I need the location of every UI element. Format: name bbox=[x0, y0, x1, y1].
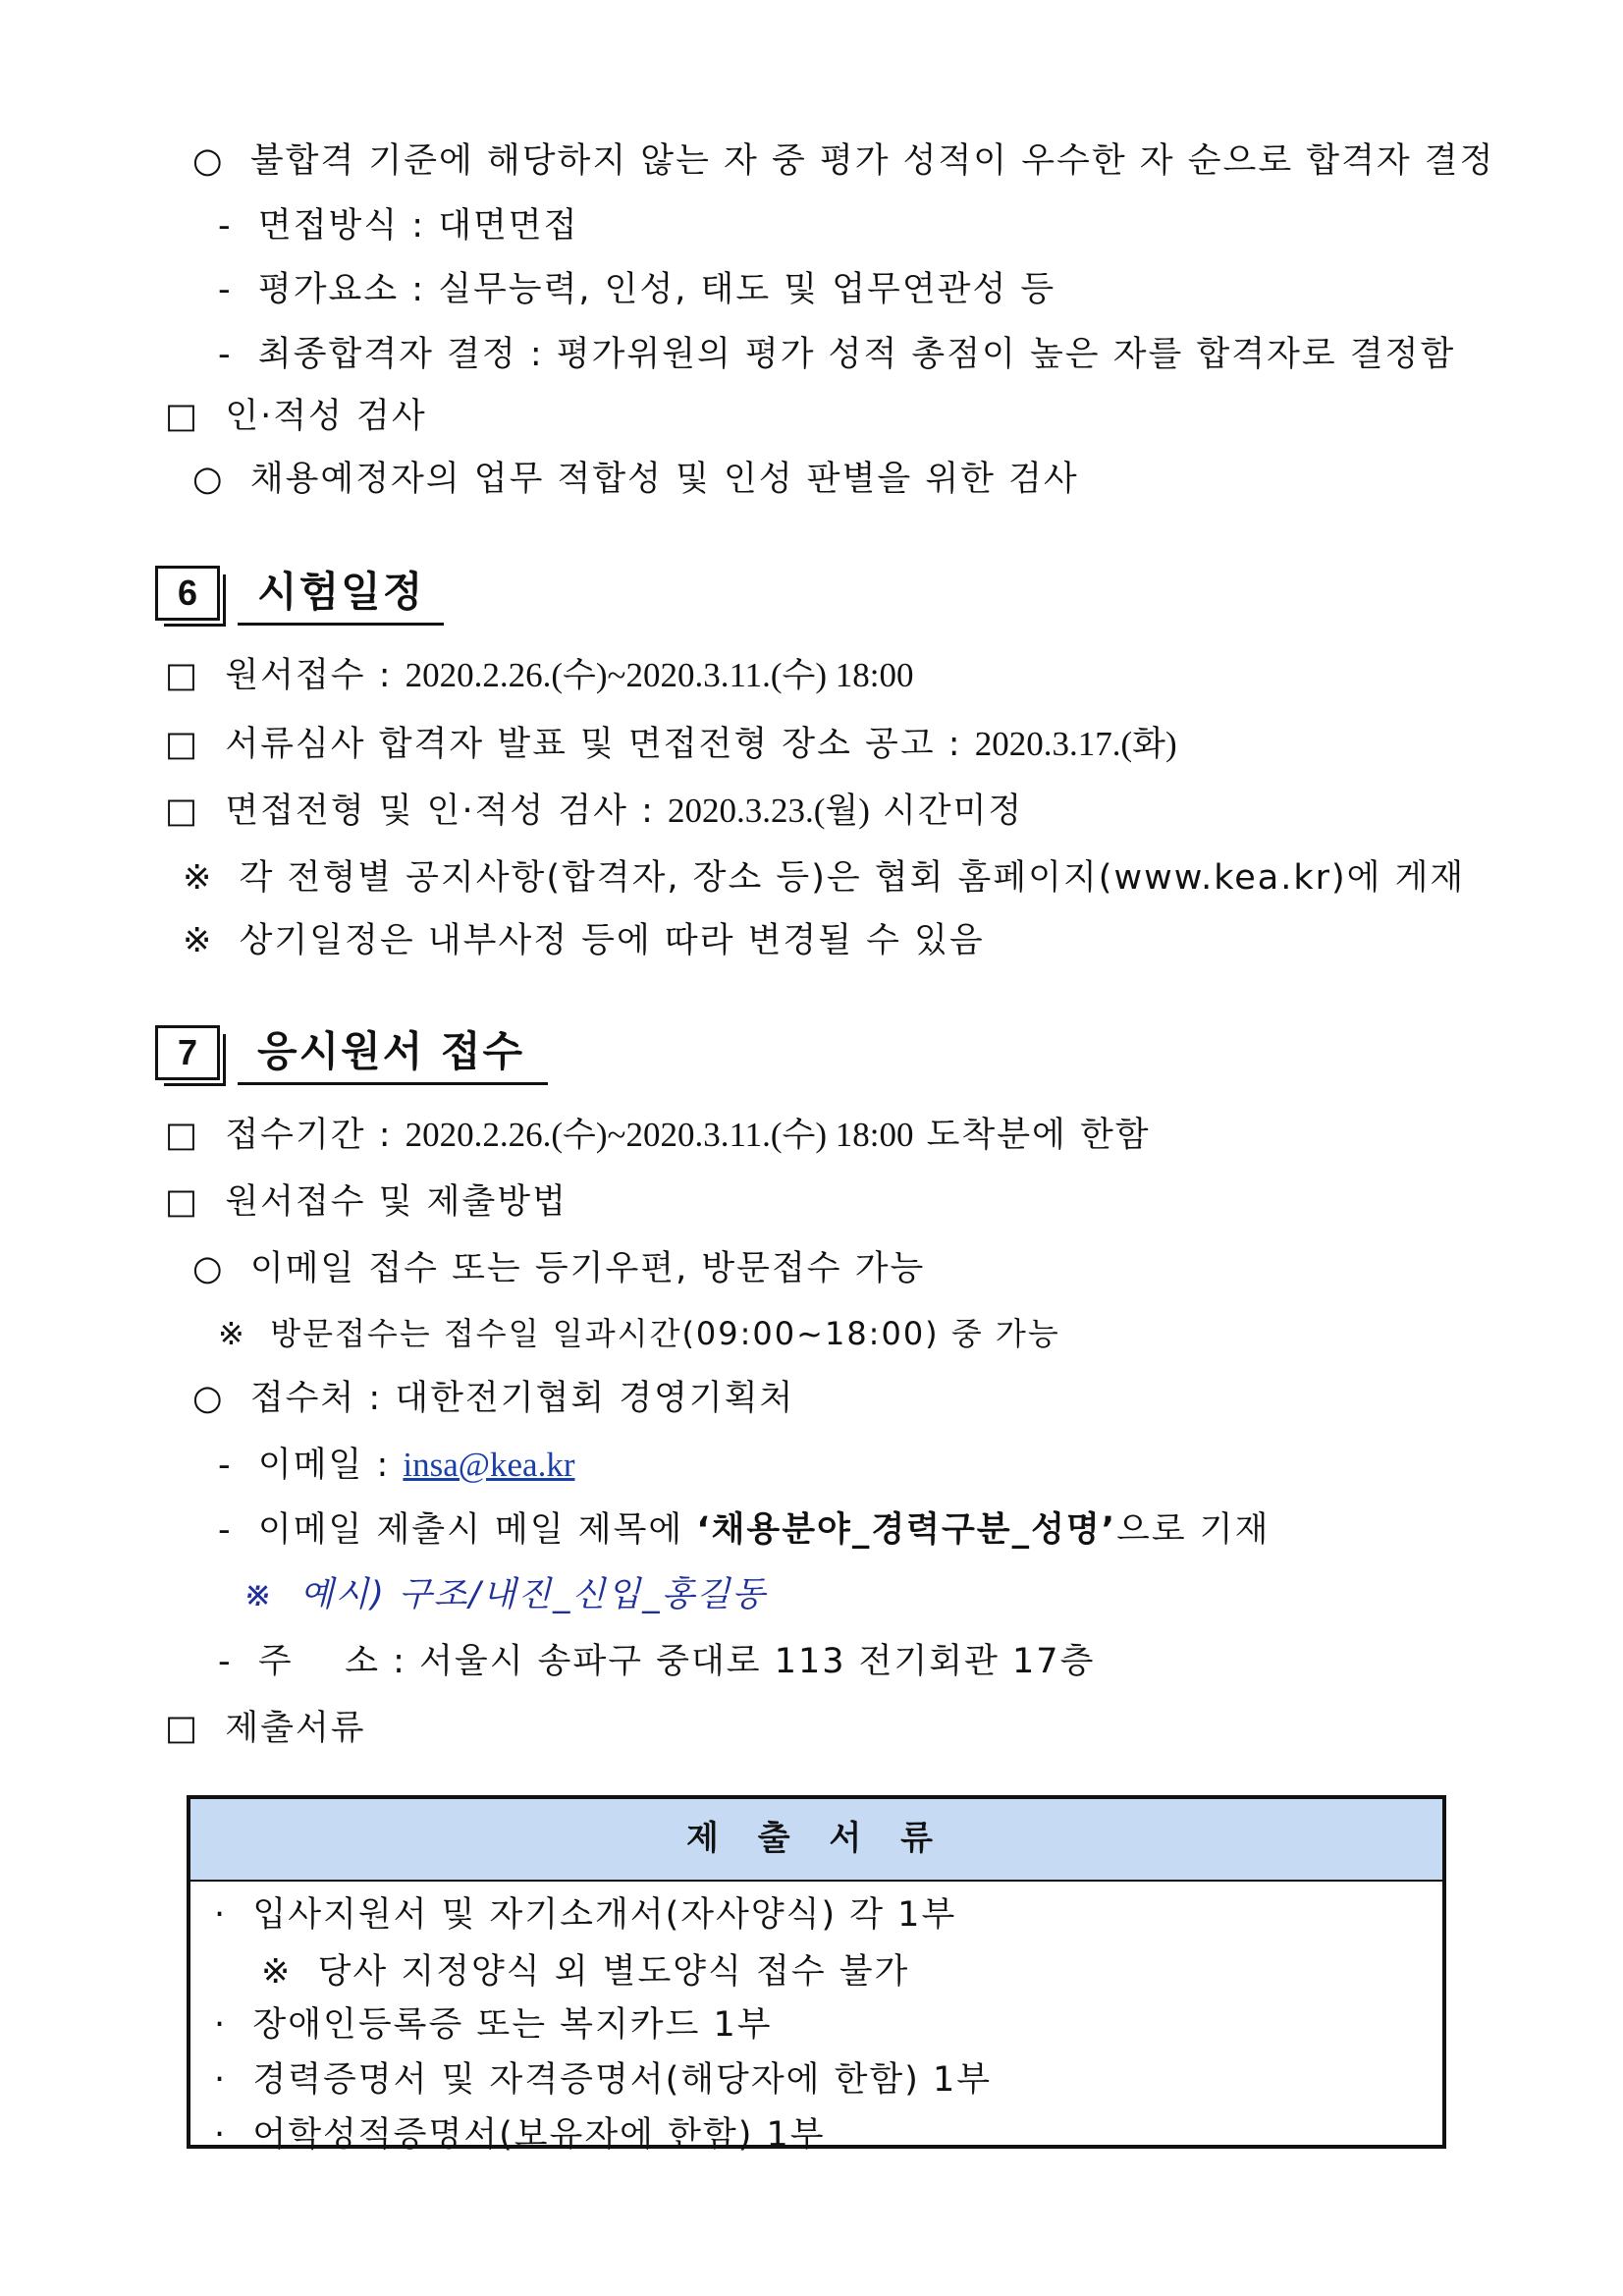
list-item-note: ※ 당사 지정양식 외 별도양식 접수 불가 bbox=[261, 1952, 910, 1992]
dash-line-evaluation-factors bbox=[218, 268, 1055, 311]
heading-underline bbox=[238, 1082, 548, 1085]
date-value: 2020.3.17.(화) bbox=[974, 725, 1177, 763]
table-header: 제 출 서 류 bbox=[190, 1799, 1442, 1882]
circle-bullet-icon: ○ bbox=[192, 1379, 225, 1418]
reference-mark-icon: ※ bbox=[243, 1575, 275, 1614]
reference-mark-icon: ※ bbox=[218, 1315, 246, 1352]
receipt-email: - 이메일 : insa@kea.kr bbox=[218, 1446, 575, 1485]
square-bullet-icon: □ bbox=[165, 792, 200, 831]
list-item: · 장애인등록증 또는 복지카드 1부 bbox=[214, 2005, 773, 2045]
section-heading-6 bbox=[155, 566, 450, 625]
square-bullet-icon: □ bbox=[165, 397, 200, 436]
list-item: · 경력증명서 및 자격증명서(해당자에 한함) 1부 bbox=[214, 2060, 993, 2100]
email-link[interactable]: insa@kea.kr bbox=[403, 1446, 575, 1484]
line-text: 평가요소 : 실무능력, 인성, 태도 및 업무연관성 등 bbox=[257, 270, 1056, 309]
receipt-address: - 주 소 : 서울시 송파구 중대로 113 전기회관 17층 bbox=[218, 1642, 1096, 1681]
reference-mark-icon: ※ bbox=[183, 921, 214, 960]
list-item: · 입사지원서 및 자기소개서(자사양식) 각 1부 bbox=[214, 1895, 957, 1935]
note-text: 각 전형별 공지사항(합격자, 장소 등)은 협회 홈페이지(www.kea.kr)에 게재 bbox=[239, 858, 1466, 898]
square-bullet-icon: □ bbox=[165, 656, 200, 695]
section-title: 시험일정 bbox=[257, 568, 425, 616]
dash-line-final-decision bbox=[218, 333, 1455, 376]
line-text: 면접방식 : 대면면접 bbox=[257, 206, 579, 246]
circle-bullet-icon: ○ bbox=[192, 460, 225, 499]
note-visit-hours: ※ 방문접수는 접수일 일과시간(09:00~18:00) 중 가능 bbox=[218, 1312, 1060, 1355]
dash-bullet: - bbox=[218, 1446, 233, 1485]
heading-underline bbox=[238, 623, 444, 626]
schedule-document-result: □ 서류심사 합격자 발표 및 면접전형 장소 공고 : 2020.3.17.(화) bbox=[165, 725, 1177, 764]
date-value: 2020.3.23.(월) bbox=[668, 792, 870, 830]
schedule-application: □ 원서접수 : 2020.2.26.(수)~2020.3.11.(수) 18:00 bbox=[165, 656, 914, 695]
required-documents-heading: □ 제출서류 bbox=[165, 1709, 366, 1748]
email-subject-rule: - 이메일 제출시 메일 제목에 ‘채용분야_경력구분_성명’으로 기재 bbox=[218, 1510, 1271, 1550]
note-schedule-change bbox=[183, 919, 985, 962]
section-number-box: 7 bbox=[155, 1025, 220, 1080]
dash-bullet: - bbox=[218, 206, 233, 246]
list-item: · 어학성적증명서(보유자에 한함) 1부 bbox=[214, 2115, 826, 2155]
receipt-method-heading: □ 원서접수 및 제출방법 bbox=[165, 1182, 568, 1222]
dash-bullet: - bbox=[218, 270, 233, 309]
receipt-office: ○ 접수처 : 대한전기협회 경영기획처 bbox=[192, 1379, 795, 1418]
dot-bullet: · bbox=[214, 2005, 228, 2045]
line-text: 인·적성 검사 bbox=[225, 397, 427, 436]
dash-bullet: - bbox=[218, 1642, 233, 1681]
square-bullet-icon: □ bbox=[165, 1116, 200, 1155]
bullet-line-aptitude-purpose bbox=[192, 458, 1079, 501]
email-subject-format: ‘채용분야_경력구분_성명’ bbox=[696, 1510, 1117, 1550]
square-bullet-icon: □ bbox=[165, 725, 200, 764]
dot-bullet: · bbox=[214, 1895, 228, 1935]
bullet-line-pass-criteria bbox=[192, 139, 1494, 183]
circle-bullet-icon: ○ bbox=[192, 141, 225, 181]
square-bullet-icon: □ bbox=[165, 1709, 200, 1748]
schedule-interview: □ 면접전형 및 인·적성 검사 : 2020.3.23.(월) 시간미정 bbox=[165, 792, 1024, 831]
dash-line-interview-method bbox=[218, 204, 578, 247]
note-text: 상기일정은 내부사정 등에 따라 변경될 수 있음 bbox=[239, 921, 985, 960]
box-line-aptitude-test bbox=[165, 395, 427, 438]
line-text: 불합격 기준에 해당하지 않는 자 중 평가 성적이 우수한 자 순으로 합격자 결정 bbox=[249, 141, 1495, 181]
date-range: 2020.2.26.(수)~2020.3.11.(수) 18:00 bbox=[405, 656, 914, 694]
circle-bullet-icon: ○ bbox=[192, 1249, 225, 1288]
dash-bullet: - bbox=[218, 1510, 233, 1550]
date-range: 2020.2.26.(수)~2020.3.11.(수) 18:00 bbox=[405, 1116, 914, 1154]
note-announcement bbox=[183, 856, 1465, 900]
section-number-box: 6 bbox=[155, 566, 220, 621]
dash-bullet: - bbox=[218, 335, 233, 374]
reference-mark-icon: ※ bbox=[183, 858, 214, 898]
dot-bullet: · bbox=[214, 2060, 228, 2100]
reference-mark-icon: ※ bbox=[261, 1952, 293, 1992]
line-text: 최종합격자 결정 : 평가위원의 평가 성적 총점이 높은 자를 합격자로 결정함 bbox=[257, 335, 1456, 374]
receipt-period: □ 접수기간 : 2020.2.26.(수)~2020.3.11.(수) 18:00 도착분에 한함 bbox=[165, 1116, 1151, 1155]
required-documents-table bbox=[187, 1795, 1446, 2155]
receipt-channels: ○ 이메일 접수 또는 등기우편, 방문접수 가능 bbox=[192, 1249, 926, 1288]
square-bullet-icon: □ bbox=[165, 1182, 200, 1222]
section-title: 응시원서 접수 bbox=[257, 1027, 525, 1075]
email-subject-example: ※ 예시) 구조/내진_신입_홍길동 bbox=[243, 1575, 768, 1614]
line-text: 채용예정자의 업무 적합성 및 인성 판별을 위한 검사 bbox=[249, 460, 1079, 499]
section-heading-7 bbox=[155, 1025, 568, 1084]
dot-bullet: · bbox=[214, 2115, 228, 2155]
